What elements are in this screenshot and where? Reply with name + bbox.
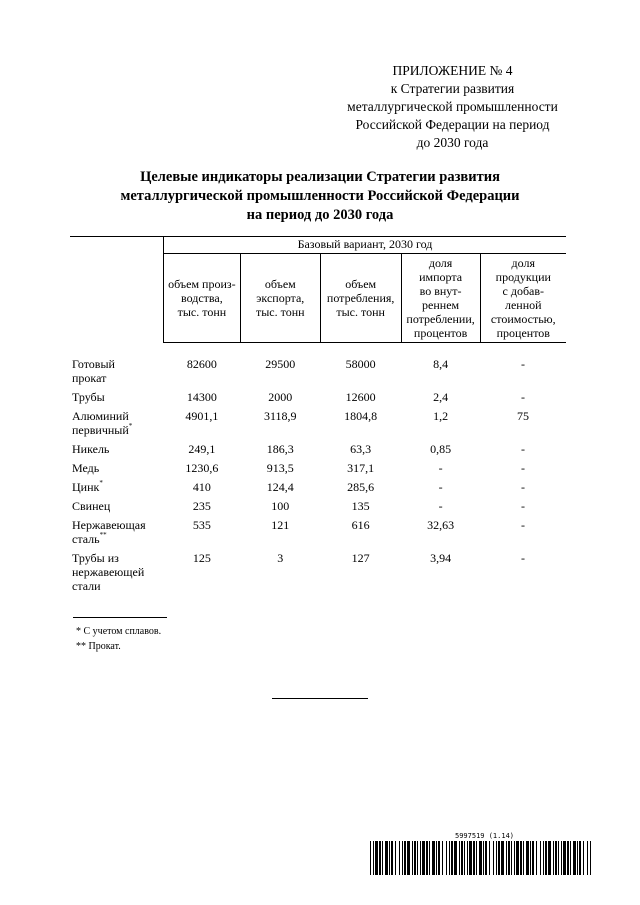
appendix-line: металлургической промышленности bbox=[347, 99, 558, 114]
appendix-line: до 2030 года bbox=[416, 135, 489, 150]
value-cell: 285,6 bbox=[347, 480, 375, 494]
row-label bbox=[70, 357, 163, 390]
value-cell: - bbox=[521, 499, 526, 513]
footnotes bbox=[76, 624, 161, 654]
barcode-bar bbox=[436, 841, 437, 875]
barcode-bar bbox=[532, 841, 534, 875]
barcode-bar bbox=[402, 841, 403, 875]
barcode-bar bbox=[473, 841, 475, 875]
row-label-line bbox=[72, 480, 163, 494]
barcode-bar bbox=[573, 841, 576, 875]
barcode-bar bbox=[422, 841, 425, 875]
barcode-bar bbox=[407, 841, 410, 875]
barcode-bar bbox=[523, 841, 524, 875]
barcode-bar bbox=[567, 841, 569, 875]
barcode-bar bbox=[373, 841, 374, 875]
row-label-line bbox=[72, 442, 163, 456]
column-header-line: доля bbox=[511, 256, 536, 270]
barcode-bar bbox=[501, 841, 504, 875]
value-cell: 2000 bbox=[268, 390, 293, 404]
appendix-heading bbox=[300, 62, 605, 152]
value-cell: 135 bbox=[351, 499, 370, 513]
value-cell: - bbox=[521, 357, 526, 371]
column-header bbox=[240, 254, 320, 343]
value-cell: 0,85 bbox=[430, 442, 452, 456]
value-cell: 3118,9 bbox=[264, 409, 297, 423]
value-cell: 29500 bbox=[265, 357, 296, 371]
barcode-bar bbox=[570, 841, 571, 875]
barcode-bar bbox=[404, 841, 406, 875]
column-header bbox=[163, 254, 240, 343]
end-rule bbox=[272, 698, 368, 699]
barcode-bar bbox=[483, 841, 484, 875]
barcode-bar bbox=[449, 841, 450, 875]
row-label-line bbox=[72, 565, 163, 579]
row-label-line bbox=[72, 532, 163, 546]
barcode-bar bbox=[426, 841, 428, 875]
footnote-rolled: ** Прокат. bbox=[76, 641, 121, 652]
barcode-bar bbox=[476, 841, 477, 875]
value-cell: 317,1 bbox=[347, 461, 375, 475]
value-cell: 127 bbox=[351, 551, 370, 565]
row-label-line bbox=[72, 518, 163, 532]
row-label bbox=[70, 480, 163, 499]
barcode-bar bbox=[459, 841, 460, 875]
value-cell: - bbox=[521, 518, 526, 532]
column-header-line: потреблении, bbox=[406, 312, 475, 326]
column-header-line: объем произ- bbox=[168, 277, 236, 291]
table-row bbox=[70, 357, 566, 390]
table-row bbox=[70, 551, 566, 598]
footnote-rule bbox=[73, 617, 167, 618]
value-cell: 3 bbox=[277, 551, 284, 565]
footnote-mark: ** bbox=[99, 531, 107, 539]
table-row bbox=[70, 480, 566, 499]
barcode-bar bbox=[498, 841, 500, 875]
column-header-line: продукции bbox=[495, 270, 551, 284]
barcode-bar bbox=[543, 841, 544, 875]
value-cell: - bbox=[521, 390, 526, 404]
row-label bbox=[70, 499, 163, 518]
row-label bbox=[70, 390, 163, 409]
column-header-line: импорта bbox=[419, 270, 463, 284]
value-cell: 8,4 bbox=[433, 357, 449, 371]
value-cell: 186,3 bbox=[266, 442, 294, 456]
value-cell: 913,5 bbox=[266, 461, 294, 475]
barcode-bar bbox=[590, 841, 591, 875]
value-cell: 63,3 bbox=[350, 442, 372, 456]
barcode-bar bbox=[399, 841, 400, 875]
column-header bbox=[401, 254, 480, 343]
barcode-bar bbox=[530, 841, 531, 875]
row-label-line bbox=[72, 551, 163, 565]
barcode-bar bbox=[375, 841, 378, 875]
barcode-bar bbox=[391, 841, 393, 875]
title-line: Целевые индикаторы реализации Стратегии развития bbox=[140, 169, 500, 185]
value-cell: 14300 bbox=[186, 390, 217, 404]
barcode-bar bbox=[382, 841, 383, 875]
value-cell: 32,63 bbox=[427, 518, 455, 532]
value-cell: - bbox=[521, 480, 526, 494]
row-label-line bbox=[72, 423, 163, 437]
row-label bbox=[70, 442, 163, 461]
row-label-text: Трубы из bbox=[72, 551, 119, 565]
group-header: Базовый вариант, 2030 год bbox=[163, 237, 566, 254]
row-label-line bbox=[72, 461, 163, 475]
row-label-text: Алюминий bbox=[72, 409, 129, 423]
row-label-text: первичный bbox=[72, 423, 129, 437]
barcode-bar bbox=[438, 841, 440, 875]
appendix-number: ПРИЛОЖЕНИЕ № 4 bbox=[392, 63, 513, 78]
barcode-bar bbox=[536, 841, 537, 875]
column-header-line: во внут- bbox=[419, 284, 462, 298]
column-header-line: доля bbox=[428, 256, 453, 270]
value-cell: 82600 bbox=[186, 357, 217, 371]
barcode-bar bbox=[446, 841, 447, 875]
row-label-line bbox=[72, 499, 163, 513]
barcode-bar bbox=[420, 841, 421, 875]
column-header-line: тыс. тонн bbox=[336, 305, 385, 319]
row-label bbox=[70, 409, 163, 442]
row-label-line bbox=[72, 579, 163, 593]
row-label-text: сталь bbox=[72, 532, 100, 546]
row-label-text: Свинец bbox=[72, 499, 111, 513]
barcode-bar bbox=[526, 841, 529, 875]
row-label-text: Нержавеющая bbox=[72, 518, 146, 532]
barcode-bar bbox=[469, 841, 472, 875]
table-row bbox=[70, 409, 566, 442]
row-label-text: Готовый bbox=[72, 357, 115, 371]
barcode-bar bbox=[587, 841, 588, 875]
column-header-line: потребления, bbox=[326, 291, 395, 305]
column-header-line: процентов bbox=[413, 326, 468, 340]
title-line: металлургической промышленности Российской Федерации bbox=[120, 188, 520, 204]
value-cell: - bbox=[438, 461, 443, 475]
row-label-text: Цинк bbox=[72, 480, 100, 494]
appendix-line: к Стратегии развития bbox=[390, 81, 515, 96]
value-cell: 125 bbox=[192, 551, 211, 565]
barcode-bar bbox=[467, 841, 468, 875]
barcode-bar bbox=[412, 841, 413, 875]
value-cell: 1,2 bbox=[433, 409, 449, 423]
footnote-mark: * bbox=[99, 479, 103, 487]
value-cell: 121 bbox=[271, 518, 290, 532]
barcode-bar bbox=[414, 841, 416, 875]
column-header-line: объем bbox=[345, 277, 377, 291]
column-header-line: процентов bbox=[496, 326, 550, 340]
barcode-bar bbox=[555, 841, 557, 875]
table-row bbox=[70, 461, 566, 480]
barcode-bar bbox=[577, 841, 578, 875]
row-label-text: Трубы bbox=[72, 390, 105, 404]
barcode-bar bbox=[489, 841, 490, 875]
value-cell: - bbox=[438, 480, 443, 494]
footnote-alloys: * С учетом сплавов. bbox=[76, 626, 162, 637]
barcode-bar bbox=[379, 841, 381, 875]
value-cell: 535 bbox=[192, 518, 211, 532]
barcode-bar bbox=[464, 841, 465, 875]
value-cell: 4901,1 bbox=[185, 409, 219, 423]
table-row bbox=[70, 442, 566, 461]
row-label-line bbox=[72, 371, 163, 385]
barcode-bar bbox=[520, 841, 522, 875]
table-row bbox=[70, 518, 566, 551]
column-header bbox=[480, 254, 566, 343]
barcode-bar bbox=[432, 841, 435, 875]
row-label-line bbox=[72, 390, 163, 404]
column-header-line: объем bbox=[264, 277, 296, 291]
value-cell: 58000 bbox=[345, 357, 376, 371]
barcode-bar bbox=[417, 841, 418, 875]
column-header-line: водства, bbox=[181, 291, 223, 305]
footnote-mark: * bbox=[128, 422, 133, 430]
barcode-bar bbox=[511, 841, 512, 875]
row-label-line bbox=[72, 357, 163, 371]
column-header-line: с добав- bbox=[502, 284, 545, 298]
value-cell: - bbox=[521, 461, 526, 475]
barcode-bar bbox=[479, 841, 482, 875]
row-label bbox=[70, 518, 163, 551]
value-cell: 410 bbox=[192, 480, 211, 494]
barcode-bar bbox=[385, 841, 388, 875]
barcode-bar bbox=[516, 841, 519, 875]
title-line: на период до 2030 года bbox=[246, 207, 394, 223]
value-cell: 3,94 bbox=[430, 551, 452, 565]
indicators-table bbox=[70, 236, 566, 598]
row-label-text: Медь bbox=[72, 461, 100, 475]
barcode-bar bbox=[429, 841, 430, 875]
barcode-bar bbox=[545, 841, 547, 875]
barcode-bar bbox=[579, 841, 581, 875]
document-code: 5997519 (1.14) bbox=[455, 832, 515, 840]
barcode-bar bbox=[370, 841, 371, 875]
barcode-bar bbox=[548, 841, 551, 875]
column-header-line: реннем bbox=[422, 298, 460, 312]
value-cell: 235 bbox=[192, 499, 211, 513]
barcode-bar bbox=[461, 841, 463, 875]
barcode-bar bbox=[493, 841, 494, 875]
value-cell: 1804,8 bbox=[344, 409, 378, 423]
row-label-text: стали bbox=[72, 579, 101, 593]
value-cell: - bbox=[438, 499, 443, 513]
barcode-bar bbox=[508, 841, 510, 875]
appendix-line: Российской Федерации на период bbox=[355, 117, 550, 132]
value-cell: 616 bbox=[351, 518, 370, 532]
barcode-bar bbox=[553, 841, 554, 875]
column-header-line: тыс. тонн bbox=[177, 305, 227, 319]
row-label bbox=[70, 551, 163, 598]
column-header-line: экспорта, bbox=[256, 291, 305, 305]
value-cell: 100 bbox=[271, 499, 290, 513]
column-header-line: стоимостью, bbox=[490, 312, 556, 326]
table-row bbox=[70, 390, 566, 409]
barcode-bar bbox=[395, 841, 396, 875]
value-cell: - bbox=[521, 551, 526, 565]
barcode-bar bbox=[485, 841, 487, 875]
barcode-bar bbox=[451, 841, 453, 875]
value-cell: 12600 bbox=[345, 390, 376, 404]
barcode-bar bbox=[583, 841, 584, 875]
barcode-bar bbox=[454, 841, 457, 875]
stub-header-cell bbox=[70, 237, 163, 343]
table-row bbox=[70, 499, 566, 518]
barcode bbox=[370, 841, 592, 875]
barcode-bar bbox=[561, 841, 562, 875]
row-label-line bbox=[72, 409, 163, 423]
barcode-bar bbox=[558, 841, 559, 875]
column-header-line: тыс. тонн bbox=[256, 305, 305, 319]
barcode-bar bbox=[540, 841, 541, 875]
row-label-text: прокат bbox=[72, 371, 107, 385]
value-cell: 75 bbox=[517, 409, 530, 423]
barcode-bar bbox=[389, 841, 390, 875]
value-cell: 1230,6 bbox=[185, 461, 219, 475]
value-cell: 249,1 bbox=[188, 442, 216, 456]
row-label-text: Никель bbox=[72, 442, 110, 456]
value-cell: 2,4 bbox=[433, 390, 449, 404]
document-title bbox=[60, 168, 580, 225]
row-label-text: нержавеющей bbox=[72, 565, 145, 579]
row-label bbox=[70, 461, 163, 480]
barcode-bar bbox=[506, 841, 507, 875]
value-cell: 124,4 bbox=[266, 480, 294, 494]
column-header-line: ленной bbox=[504, 298, 542, 312]
barcode-bar bbox=[514, 841, 515, 875]
barcode-bar bbox=[563, 841, 566, 875]
value-cell: - bbox=[521, 442, 526, 456]
column-header bbox=[320, 254, 401, 343]
barcode-bar bbox=[496, 841, 497, 875]
barcode-bar bbox=[442, 841, 443, 875]
